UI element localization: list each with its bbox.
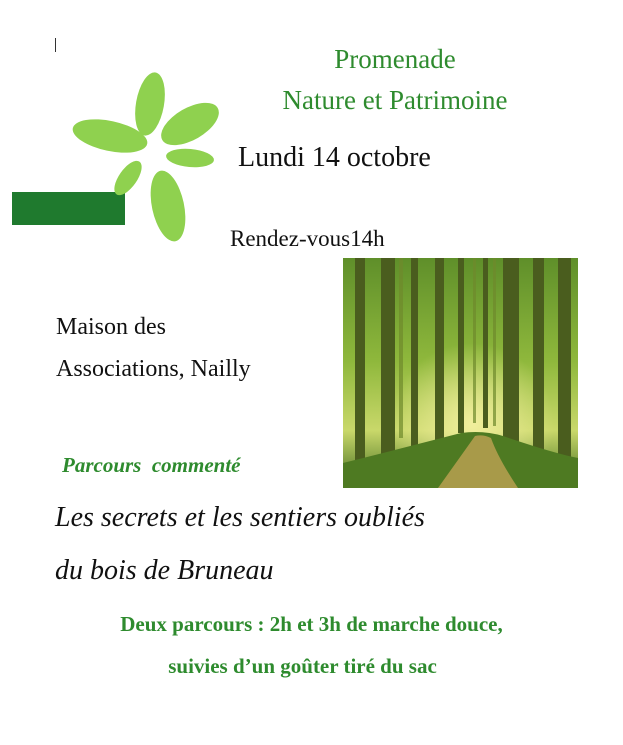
leaf-logo-icon <box>10 66 220 246</box>
logo-green-bar <box>12 192 125 225</box>
route-title-line-2: du bois de Bruneau <box>55 555 274 586</box>
forest-path-photo <box>343 258 578 488</box>
route-title-line-1: Les secrets et les sentiers oubliés <box>55 502 425 533</box>
location-line-2: Associations, Nailly <box>56 356 251 382</box>
text-cursor-mark <box>55 38 56 52</box>
event-date: Lundi 14 octobre <box>238 142 431 173</box>
details-line-2: suivies d’un goûter tiré du sac <box>168 654 437 678</box>
meeting-time: Rendez-vous14h <box>230 226 385 251</box>
details-line-1: Deux parcours : 2h et 3h de marche douce, <box>120 612 503 636</box>
route-label: Parcours commenté <box>62 453 241 477</box>
title-line-1: Promenade <box>334 44 456 74</box>
title-line-2: Nature et Patrimoine <box>282 85 508 115</box>
location-line-1: Maison des <box>56 314 166 340</box>
